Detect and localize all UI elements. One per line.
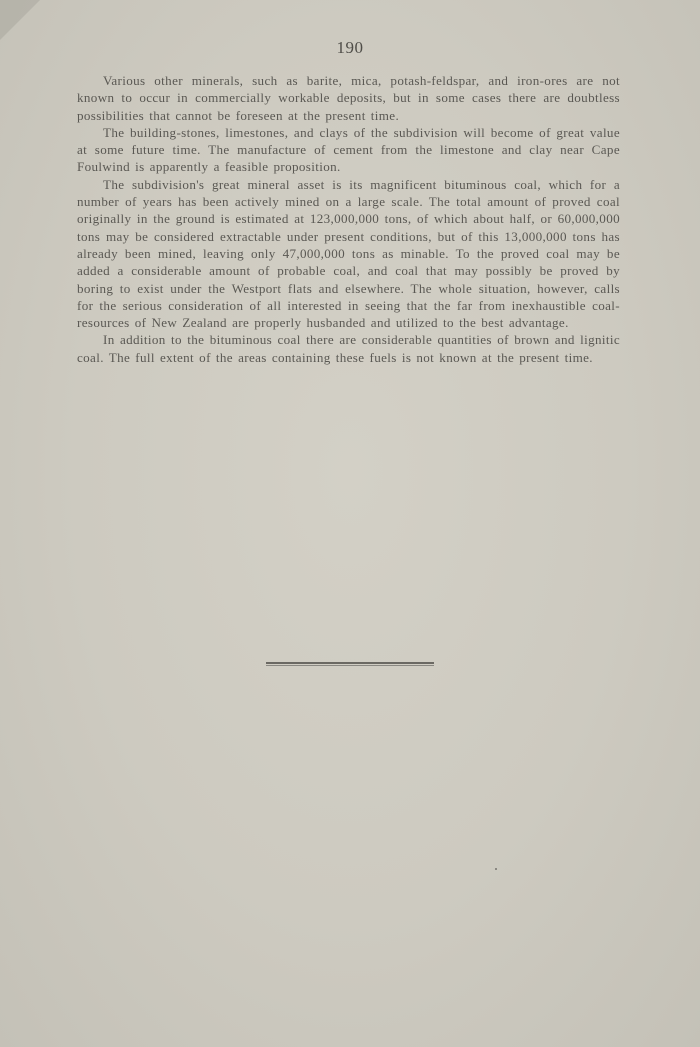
body-text bbox=[77, 72, 620, 366]
rule-thin-line bbox=[266, 665, 434, 666]
page-number: 190 bbox=[336, 38, 364, 57]
paragraph-bituminous-coal: The subdivision's great mineral asset is its magnificent bituminous coal, which for a number of years has been actively mined on a large scale. The total amount of proved coal originally in the ground is estimated at 123,000,000 tons, of which about half, or 60,000,000 tons may be considered extractable under present conditions, but of this 13,000,000 tons has already been mined, leaving only 47,000,000 tons as minable. To the proved coal may be added a considerable amount of probable coal, and coal that may possibly be proved by boring to exist under the Westport flats and elsewhere. The whole situation, however, calls for the serious consideration of all interested in seeing that the far from inexhaustible coal-resources of New Zealand are properly husbanded and utilized to the best advantage. bbox=[77, 176, 620, 331]
paragraph-minerals: Various other minerals, such as barite, mica, potash-feldspar, and iron-ores are not known to occur in commercially workable deposits, but in some cases there are doubtless possibilities that cannot be foreseen at the present time. bbox=[77, 73, 620, 123]
paper-speck bbox=[495, 868, 497, 870]
page-corner-fold bbox=[0, 0, 40, 40]
section-end-rule bbox=[266, 662, 434, 666]
rule-thick-line bbox=[266, 662, 434, 664]
paragraph-brown-coal: In addition to the bituminous coal there are considerable quantities of brown and lignitic coal. The full extent of the areas containing these fuels is not known at the present time. bbox=[77, 332, 620, 365]
paragraph-building-stones: The building-stones, limestones, and clays of the subdivision will become of great value at some future time. The manufacture of cement from the limestone and clay near Cape Foulwind is apparently a feasible proposition. bbox=[77, 124, 620, 175]
